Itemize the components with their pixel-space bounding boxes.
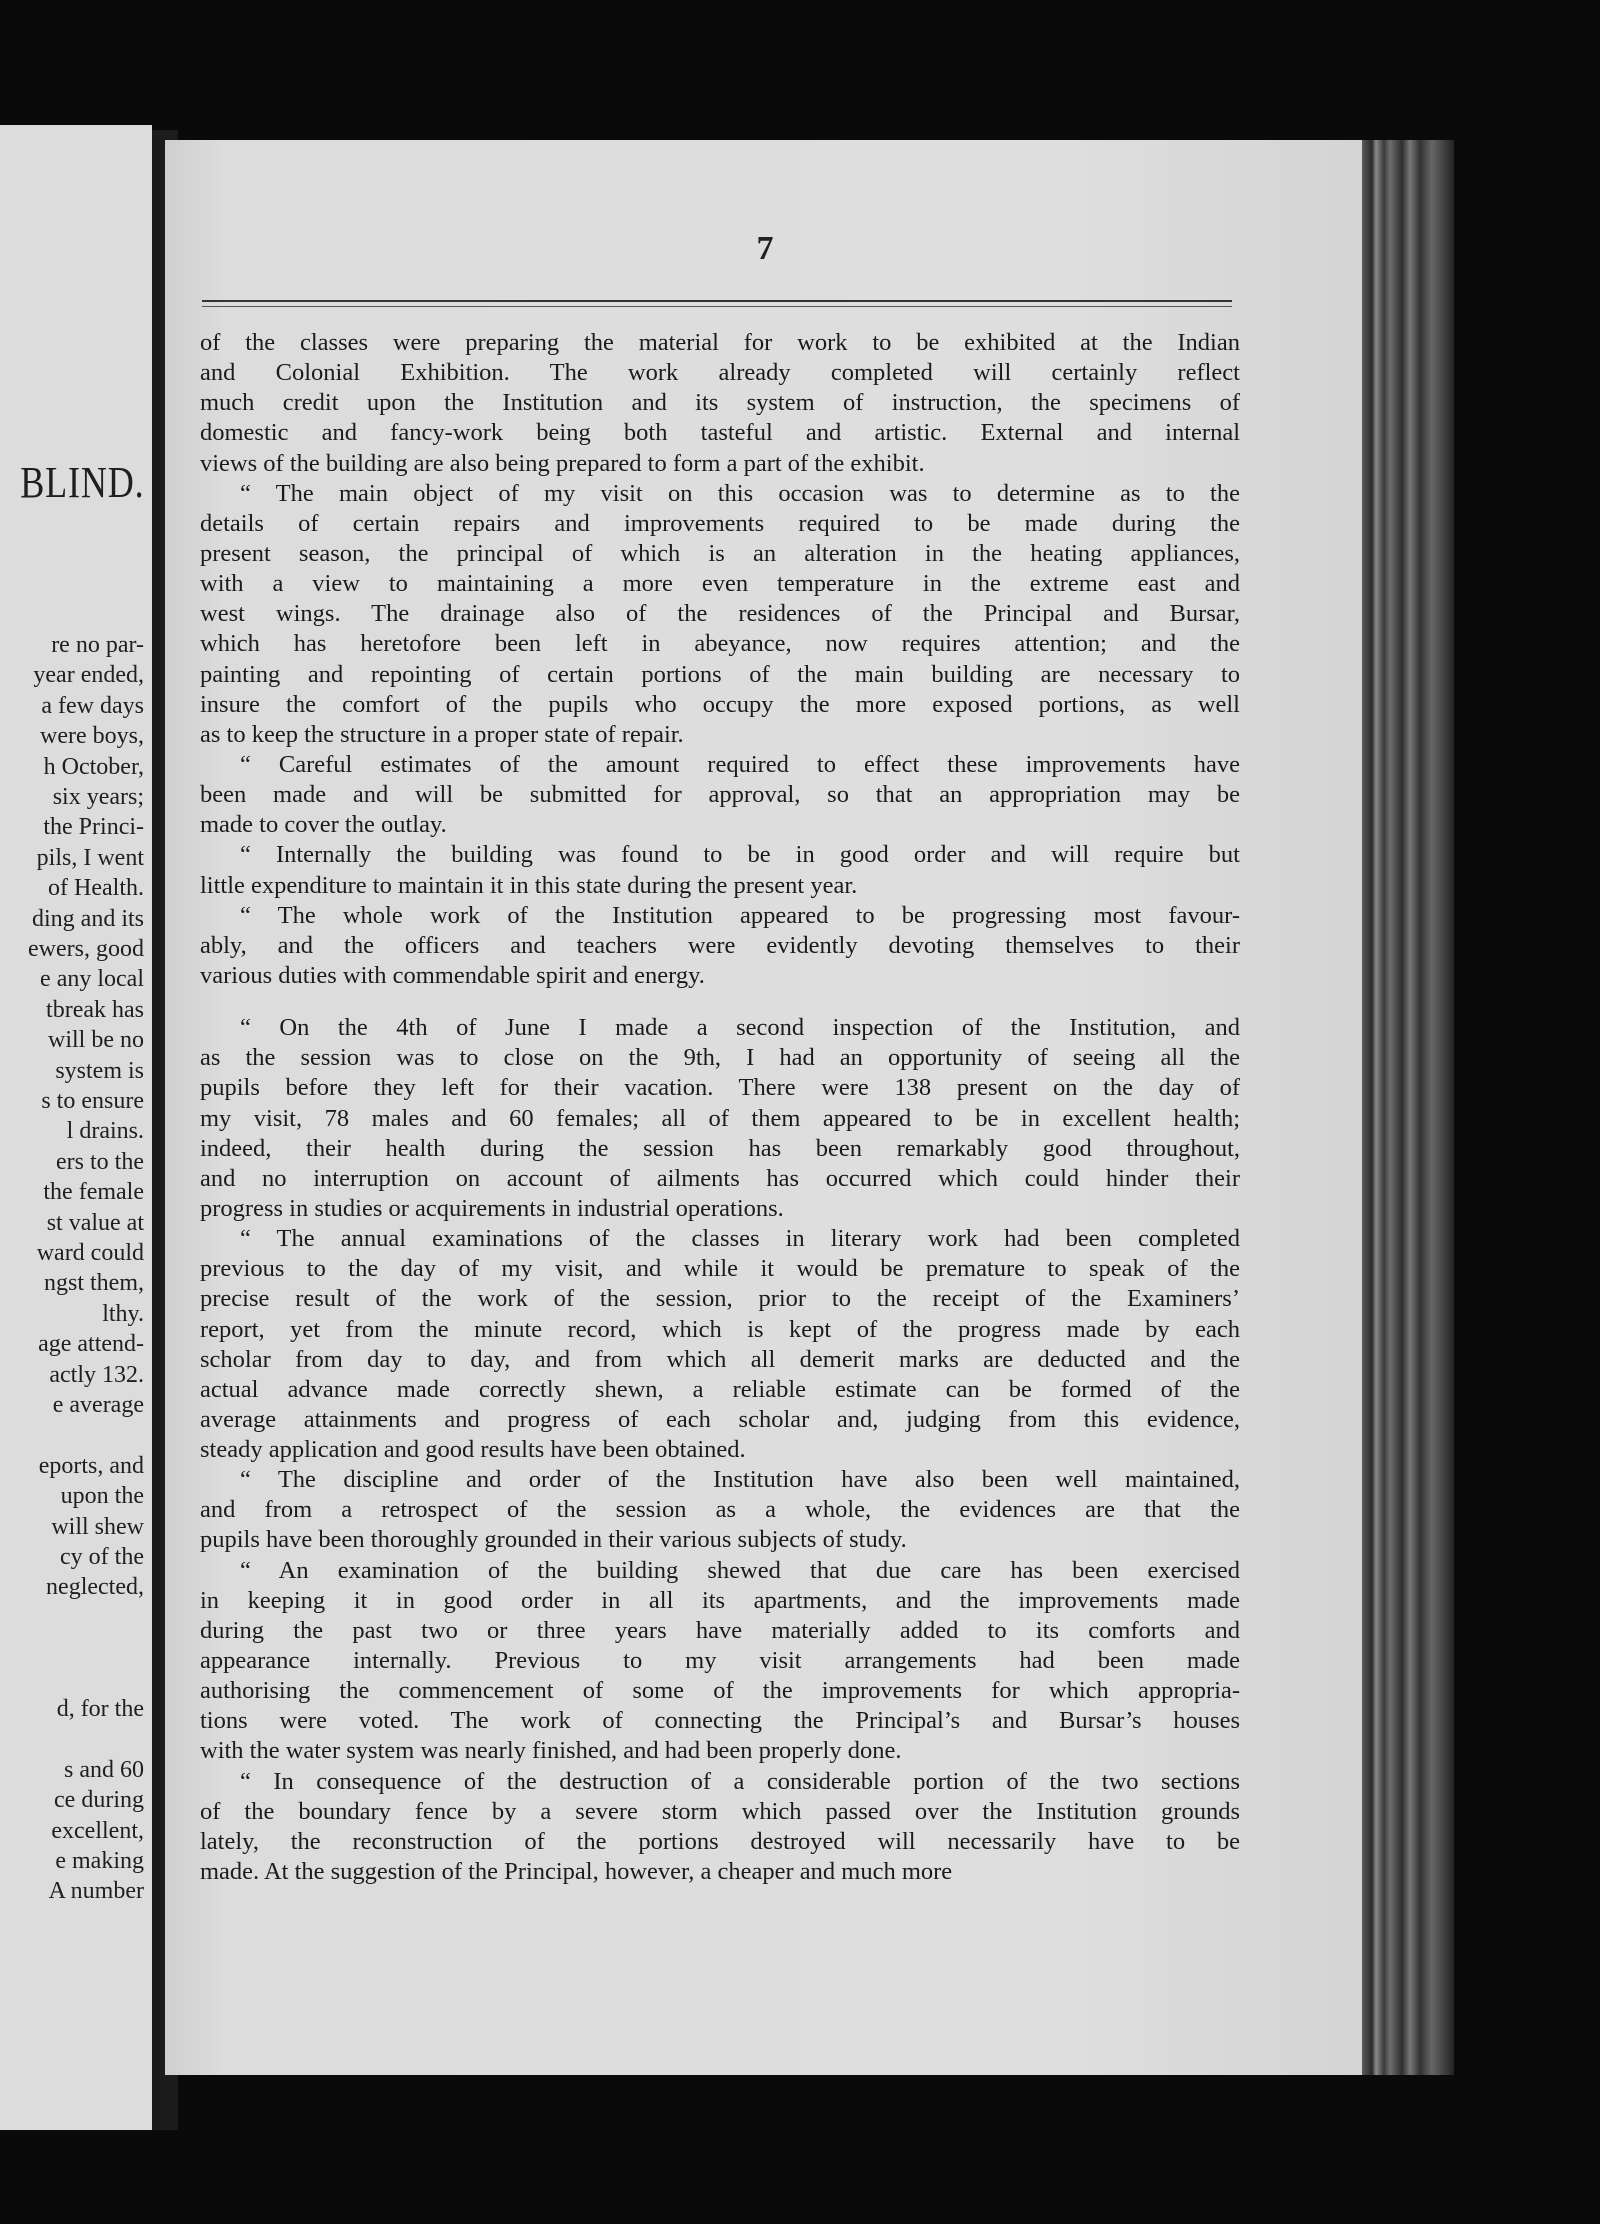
text-line: indeed, their health during the session has been remarkably good throughout,: [200, 1134, 1240, 1162]
paragraph: [200, 328, 1240, 479]
text-line: made. At the suggestion of the Principal, however, a cheaper and much more: [200, 1858, 953, 1886]
left-page-heading: BLIND.: [19, 458, 144, 507]
left-page-text-line: six years;: [52, 784, 144, 810]
paragraph: [200, 1013, 1240, 1224]
text-line: “ The annual examinations of the classes in literary work had been completed: [240, 1225, 1240, 1253]
text-line: actual advance made correctly shewn, a reliable estimate can be formed of the: [200, 1375, 1240, 1403]
text-line: details of certain repairs and improvements required to be made during the: [200, 509, 1240, 537]
left-page-text-line: will be no: [48, 1027, 144, 1054]
left-page-text-line: the female: [43, 1179, 144, 1206]
left-facing-page-fragment: [0, 125, 152, 2130]
left-page-text-line: will shew: [51, 1513, 144, 1540]
left-page-text-line: lthy.: [102, 1300, 144, 1327]
text-line: tions were voted. The work of connecting the Principal’s and Bursar’s houses: [200, 1707, 1240, 1735]
text-line: present season, the principal of which is an alteration in the heating appliances,: [200, 539, 1240, 567]
left-page-text-line: st value at: [46, 1209, 144, 1236]
left-page-text-line: of Health.: [48, 875, 144, 902]
left-page-text-line: e any local: [40, 966, 144, 993]
paragraph: [200, 479, 1240, 750]
text-line: views of the building are also being prepared to form a part of the exhibit.: [200, 449, 925, 477]
text-line: made to cover the outlay.: [200, 811, 447, 839]
text-line: painting and repointing of certain portions of the main building are necessary to: [200, 660, 1240, 688]
left-page-text-line: e average: [52, 1392, 144, 1418]
left-page-text-line: system is: [55, 1057, 144, 1084]
text-line: west wings. The drainage also of the residences of the Principal and Bursar,: [200, 600, 1240, 628]
text-line: “ An examination of the building shewed that due care has been exercised: [240, 1556, 1240, 1584]
left-page-text-line: year ended,: [33, 662, 144, 689]
text-line: various duties with commendable spirit and energy.: [200, 961, 705, 989]
header-rule-secondary: [202, 306, 1232, 307]
text-line: been made and will be submitted for approval, so that an appropriation may be: [200, 781, 1240, 809]
left-page-text-line: d, for the: [56, 1696, 144, 1722]
left-page-text-line: the Princi-: [43, 814, 144, 841]
text-line: during the past two or three years have materially added to its comforts and: [200, 1616, 1240, 1644]
text-line: appearance internally. Previous to my visit arrangements had been made: [200, 1647, 1240, 1675]
page-number: 7: [756, 230, 774, 267]
left-page-text-line: A number: [48, 1878, 144, 1905]
left-page-text-line: ewers, good: [28, 936, 144, 962]
left-page-text-line: l drains.: [66, 1118, 144, 1145]
text-line: which has heretofore been left in abeyance, now requires attention; and the: [200, 630, 1240, 658]
left-page-text-line: ngst them,: [44, 1270, 144, 1297]
left-page-text-line: h October,: [43, 753, 144, 780]
paragraph: [200, 1767, 1240, 1888]
left-page-text-line: re no par-: [51, 632, 144, 658]
text-line: “ The main object of my visit on this occasion was to determine as to the: [240, 479, 1240, 507]
text-line: steady application and good results have been obtained.: [200, 1436, 746, 1464]
left-page-text-line: ding and its: [32, 905, 144, 932]
text-line: previous to the day of my visit, and while it would be premature to speak of the: [200, 1255, 1240, 1283]
text-line: “ The discipline and order of the Institution have also been well maintained,: [240, 1466, 1240, 1494]
left-page-text-line: cy of the: [60, 1544, 144, 1570]
text-line: with a view to maintaining a more even temperature in the extreme east and: [200, 570, 1240, 598]
left-page-text-line: ce during: [54, 1787, 144, 1814]
header-rule: [202, 300, 1232, 302]
text-line: as to keep the structure in a proper state of repair.: [200, 720, 684, 748]
paragraph: [200, 750, 1240, 840]
text-line: with the water system was nearly finished, and had been properly done.: [200, 1737, 902, 1765]
left-page-text-line: excellent,: [51, 1817, 144, 1844]
paragraph: [200, 1224, 1240, 1465]
left-page-text-line: eports, and: [38, 1452, 144, 1479]
text-line: pupils before they left for their vacation. There were 138 present on the day of: [200, 1074, 1240, 1102]
text-line: pupils have been thoroughly grounded in their various subjects of study.: [200, 1526, 907, 1554]
text-line: insure the comfort of the pupils who occupy the more exposed portions, as well: [200, 690, 1240, 718]
left-page-text-line: s to ensure: [41, 1088, 144, 1114]
text-line: precise result of the work of the session, prior to the receipt of the Examiners’: [200, 1285, 1240, 1313]
text-line: and no interruption on account of ailments has occurred which could hinder their: [200, 1164, 1240, 1192]
text-line: my visit, 78 males and 60 females; all of them appeared to be in excellent health;: [200, 1104, 1240, 1132]
text-line: in keeping it in good order in all its apartments, and the improvements made: [200, 1586, 1240, 1614]
left-page-text-line: were boys,: [40, 723, 144, 750]
body-text: [200, 328, 1240, 1887]
left-page-text-line: ers to the: [56, 1148, 144, 1175]
left-page-text-line: e making: [55, 1848, 144, 1874]
text-line: ably, and the officers and teachers were evidently devoting themselves to their: [200, 931, 1240, 959]
left-page-text-line: upon the: [60, 1483, 144, 1510]
text-line: little expenditure to maintain it in this state during the present year.: [200, 871, 858, 899]
left-page-text-line: actly 132.: [49, 1361, 144, 1388]
text-line: of the classes were preparing the material for work to be exhibited at the Indian: [200, 329, 1240, 356]
text-line: much credit upon the Institution and its system of instruction, the specimens of: [200, 389, 1240, 417]
paragraph: [200, 1465, 1240, 1555]
text-line: “ Internally the building was found to be in good order and will require but: [240, 841, 1240, 869]
text-line: lately, the reconstruction of the portions destroyed will necessarily have to be: [200, 1827, 1240, 1855]
paragraph: [200, 901, 1240, 991]
main-page: [165, 140, 1365, 2075]
left-page-text-line: age attend-: [38, 1331, 144, 1358]
paragraph: [200, 840, 1240, 900]
text-line: and Colonial Exhibition. The work already completed will certainly reflect: [200, 359, 1240, 387]
left-page-text-line: s and 60: [64, 1756, 144, 1783]
text-line: of the boundary fence by a severe storm which passed over the Institution grounds: [200, 1797, 1240, 1825]
left-page-text-line: pils, I went: [36, 844, 144, 871]
text-line: “ Careful estimates of the amount required to effect these improvements have: [240, 750, 1240, 778]
text-line: report, yet from the minute record, which is kept of the progress made by each: [200, 1315, 1240, 1343]
text-line: progress in studies or acquirements in industrial operations.: [200, 1194, 784, 1222]
paragraph: [200, 1556, 1240, 1767]
left-page-text-line: a few days: [41, 692, 144, 719]
text-line: “ The whole work of the Institution appeared to be progressing most favour-: [240, 901, 1240, 929]
left-page-text-line: tbreak has: [46, 996, 144, 1023]
text-line: and from a retrospect of the session as a whole, the evidences are that the: [200, 1496, 1240, 1524]
left-page-text-line: ward could: [36, 1240, 144, 1266]
page-edges: [1362, 140, 1454, 2075]
text-line: scholar from day to day, and from which all demerit marks are deducted and the: [200, 1345, 1240, 1373]
text-line: as the session was to close on the 9th, I had an opportunity of seeing all the: [200, 1044, 1240, 1072]
text-line: “ On the 4th of June I made a second inspection of the Institution, and: [240, 1014, 1240, 1042]
left-page-text-line: neglected,: [46, 1574, 144, 1601]
text-line: authorising the commencement of some of the improvements for which appropria-: [200, 1677, 1240, 1705]
text-line: average attainments and progress of each scholar and, judging from this evidence,: [200, 1405, 1240, 1433]
text-line: domestic and fancy-work being both tasteful and artistic. External and internal: [200, 419, 1240, 447]
text-line: “ In consequence of the destruction of a considerable portion of the two sections: [240, 1767, 1240, 1795]
